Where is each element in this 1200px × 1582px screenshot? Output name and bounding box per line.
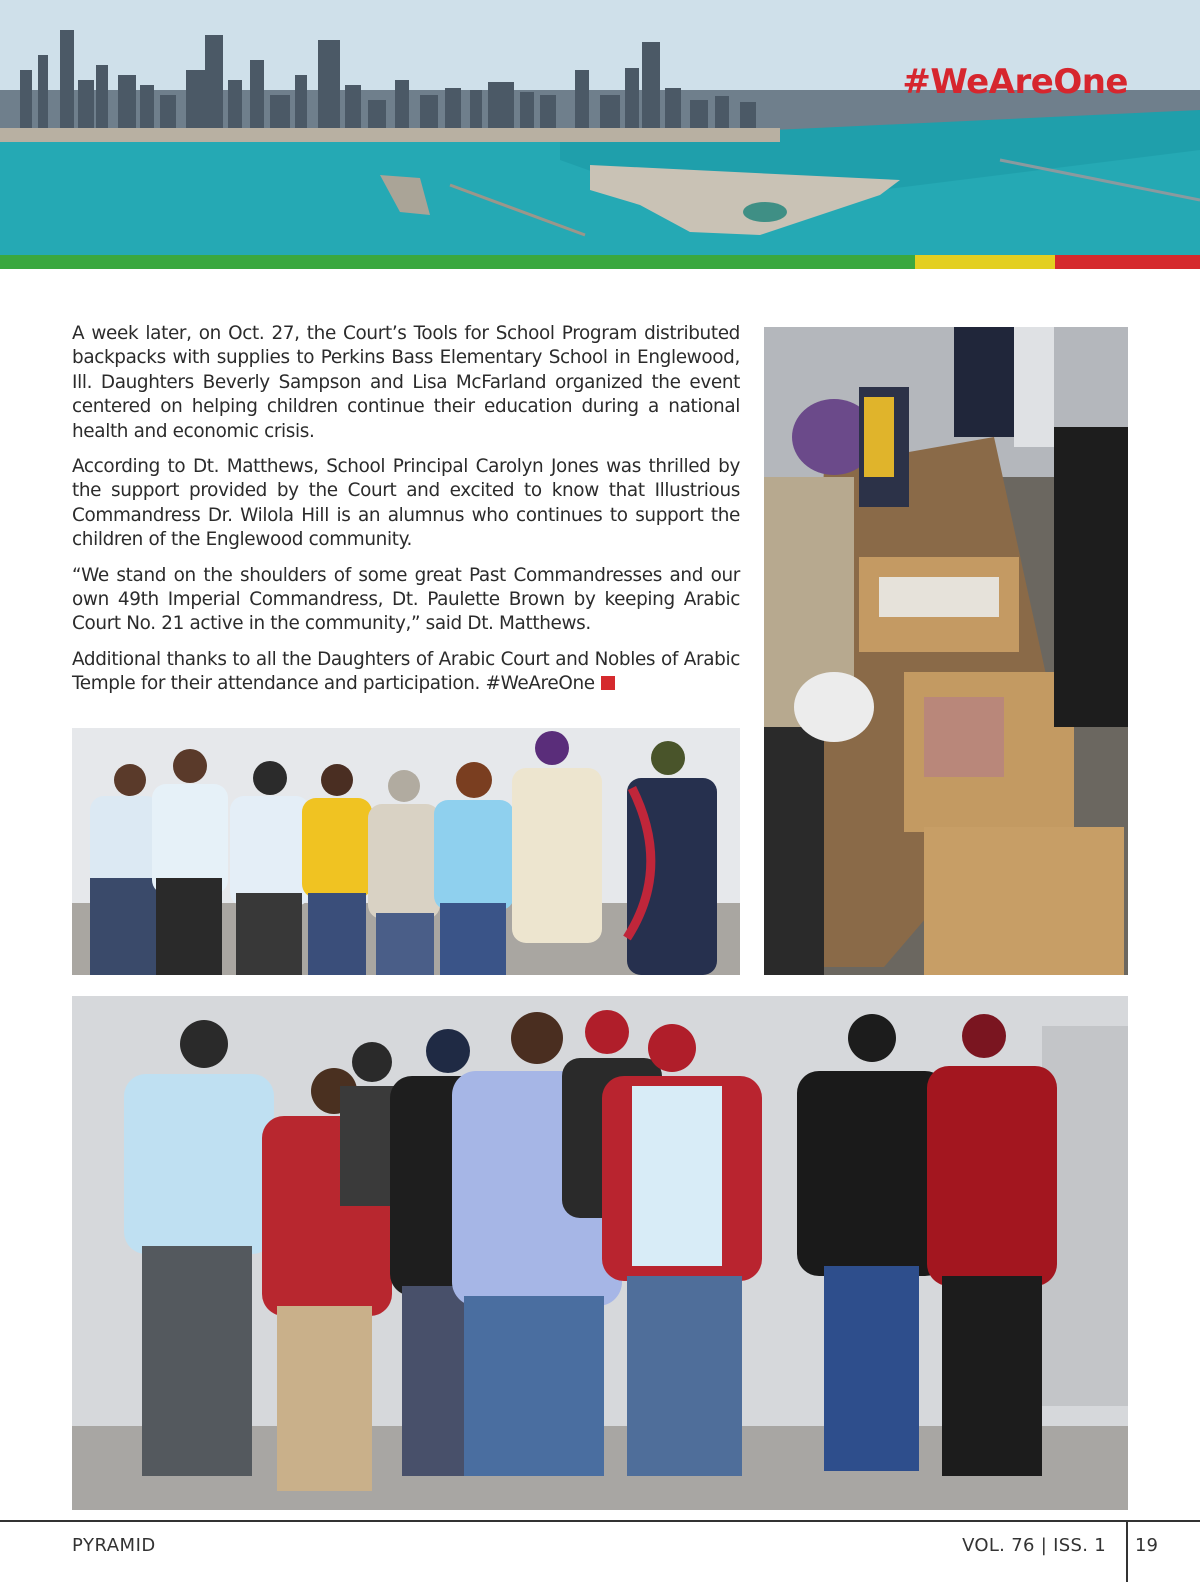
paragraph: According to Dt. Matthews, School Principal Carolyn Jones was thrilled by the support provided by the Court and excited to know that Illustrious Commandress Dr. Wilola Hill is an alumnus who continues to support the children of the Englewood community. — [72, 456, 740, 551]
skyline-image — [0, 0, 1200, 255]
hashtag-title: #WeAreOne — [902, 62, 1128, 102]
paragraph-text: Additional thanks to all the Daughters of Arabic Court and Nobles of Arabic Temple for their attendance and participation. #WeAreOne — [72, 648, 740, 695]
paragraph-last — [72, 648, 740, 697]
end-mark-icon — [601, 676, 615, 690]
footer-separator — [1126, 1520, 1128, 1582]
page-number: 19 — [1135, 1535, 1158, 1556]
header-banner — [0, 0, 1200, 255]
paragraph: A week later, on Oct. 27, the Court’s Tools for School Program distributed backpacks with supplies to Perkins Bass Elementary School in Englewood, Ill. Daughters Beverly Sampson and Lisa McFarland organized the event centered on helping children continue their education during a national health and economic crisis. — [72, 323, 740, 442]
color-stripe-green — [0, 255, 915, 269]
paragraph: “We stand on the shoulders of some great Past Commandresses and our own 49th Imperial Commandress, Dt. Paulette Brown by keeping Arabic Court No. 21 active in the community,” said Dt. Matthews. — [72, 564, 740, 635]
color-stripe-yellow — [915, 255, 1055, 269]
photo-nobles-group — [72, 996, 1128, 1510]
photo-daughters-group — [72, 728, 740, 975]
issue-info: VOL. 76 | ISS. 1 — [962, 1535, 1106, 1556]
photo-volunteers-packing — [764, 327, 1128, 975]
nobles-photo-illustration — [72, 996, 1128, 1510]
volunteers-photo-illustration — [764, 327, 1128, 975]
color-stripe-red — [1055, 255, 1200, 269]
publication-name: PYRAMID — [72, 1535, 156, 1556]
footer-rule — [0, 1520, 1200, 1522]
daughters-photo-illustration — [72, 728, 740, 975]
article-body — [72, 322, 740, 708]
